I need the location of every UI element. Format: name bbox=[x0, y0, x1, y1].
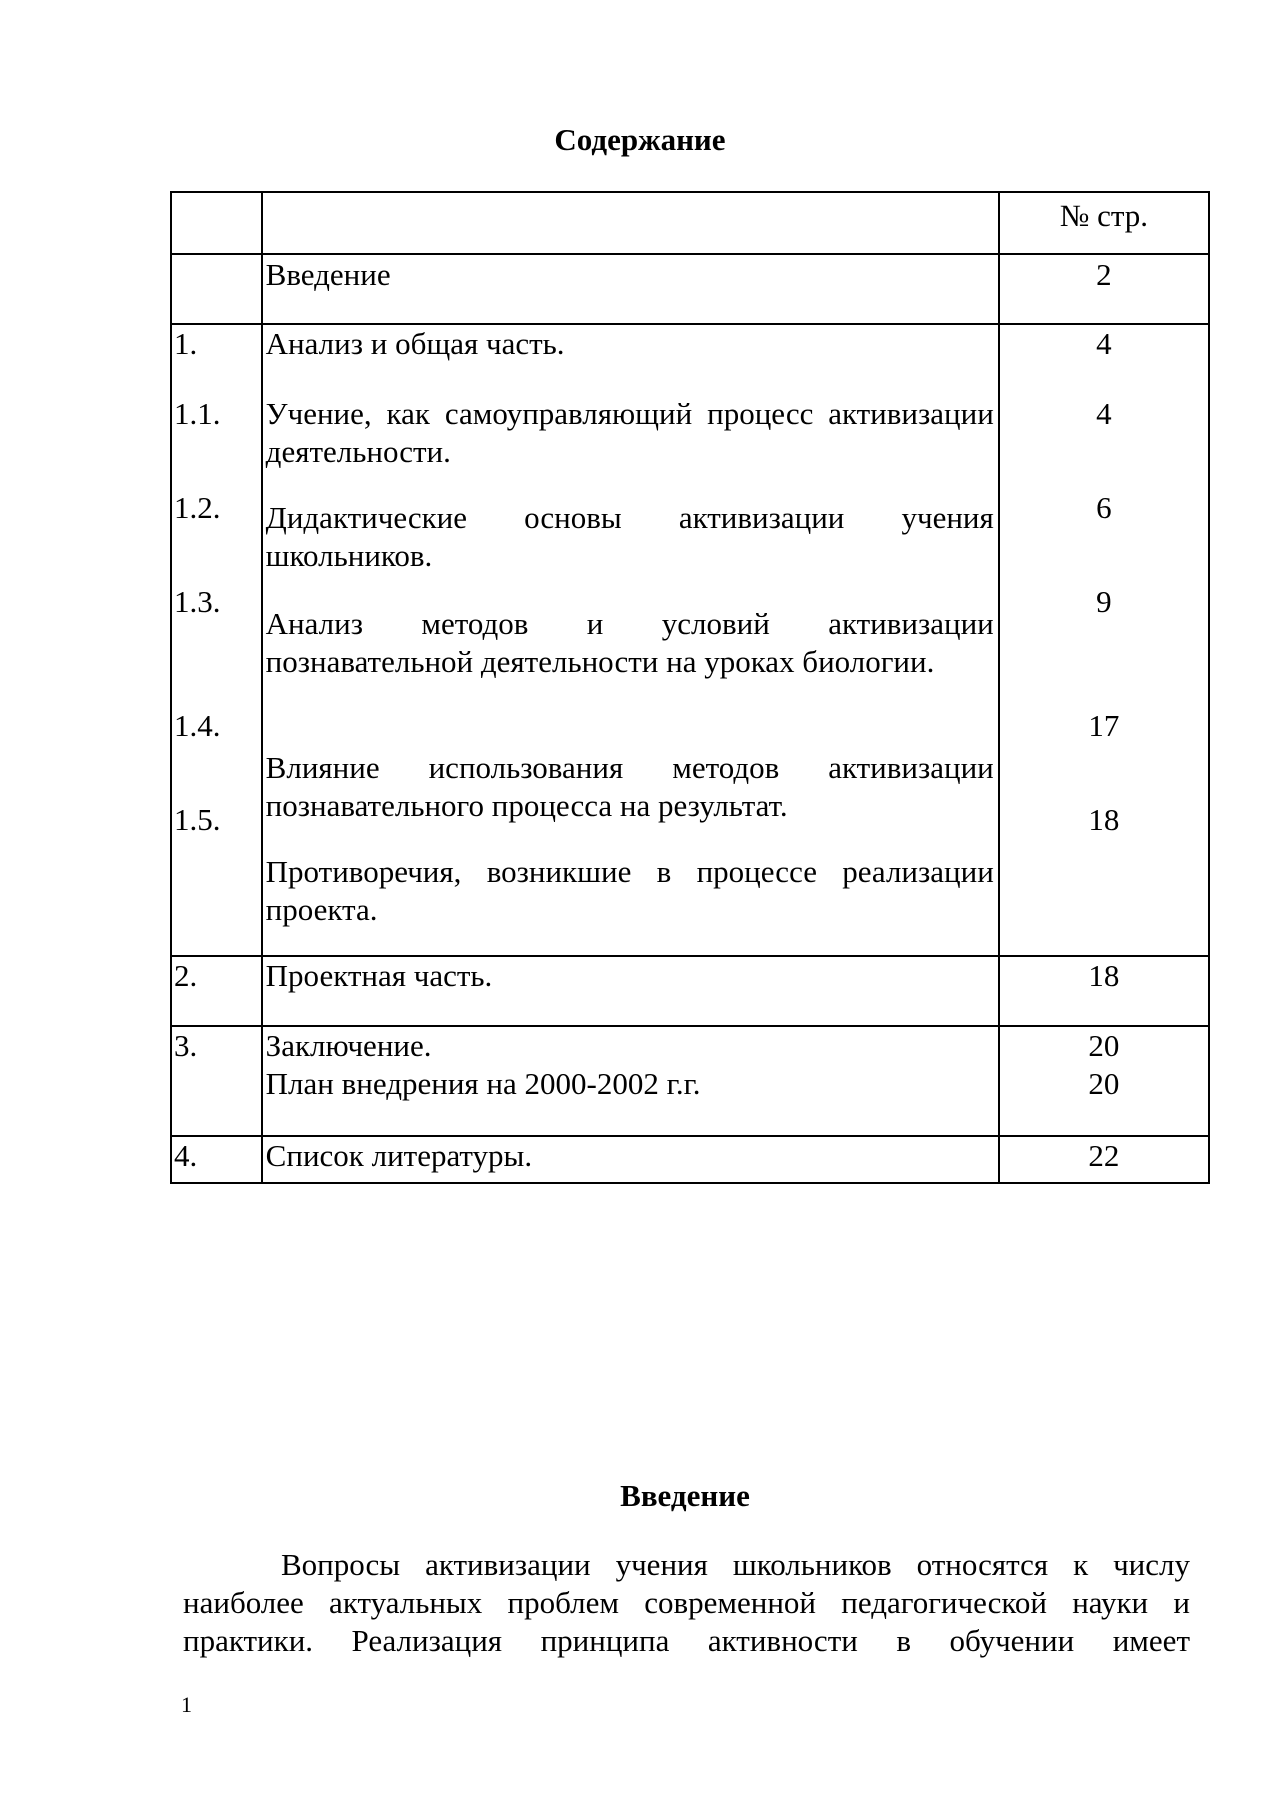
toc-title-cell bbox=[262, 956, 999, 1026]
header-page-cell bbox=[999, 192, 1209, 254]
toc-title-cell bbox=[262, 1136, 999, 1183]
page-column-header: № стр. bbox=[1059, 198, 1149, 233]
toc-page-1-4: 17 bbox=[1088, 708, 1120, 743]
toc-page-4: 22 bbox=[1088, 1138, 1120, 1173]
toc-num-cell bbox=[171, 956, 262, 1026]
toc-title-3-plan: План внедрения на 2000-2002 г.г. bbox=[265, 1066, 701, 1101]
toc-num-cell bbox=[171, 254, 262, 324]
toc-page-introduction: 2 bbox=[1096, 257, 1112, 292]
toc-row-section-1 bbox=[171, 324, 1209, 956]
toc-page-1-5: 18 bbox=[1088, 802, 1120, 837]
toc-num-cell bbox=[171, 324, 262, 956]
toc-page-cell bbox=[999, 1026, 1209, 1136]
toc-num-1: 1. bbox=[174, 326, 198, 361]
toc-page-2: 18 bbox=[1088, 958, 1120, 993]
introduction-heading: Введение bbox=[620, 1478, 750, 1513]
toc-page-1-1: 4 bbox=[1096, 396, 1112, 431]
toc-num-2: 2. bbox=[174, 958, 198, 993]
toc-title-4: Список литературы. bbox=[265, 1138, 533, 1173]
toc-page-cell bbox=[999, 324, 1209, 956]
toc-page-1: 4 bbox=[1096, 326, 1112, 361]
table-of-contents bbox=[170, 191, 1210, 1184]
toc-title-cell bbox=[262, 254, 999, 324]
toc-page-3-plan: 20 bbox=[1088, 1066, 1120, 1101]
toc-page-cell bbox=[999, 1136, 1209, 1183]
toc-title-1-3: Анализ методов и условий активизации познавательной деятельности на уроках биологии. bbox=[265, 606, 994, 679]
toc-num-cell bbox=[171, 1136, 262, 1183]
header-num-cell bbox=[171, 192, 262, 254]
introduction-paragraph: Вопросы активизации учения школьников относятся к числу наиболее актуальных проблем современной педагогической науки и практики. Реализация принципа активности в обучении имеет bbox=[183, 1547, 1190, 1658]
toc-title-1-4: Влияние использования методов активизации познавательного процесса на результат. bbox=[265, 750, 994, 823]
toc-title-1: Анализ и общая часть. bbox=[265, 326, 565, 361]
page-number: 1 bbox=[181, 1692, 192, 1717]
toc-num-1-3: 1.3. bbox=[174, 584, 221, 619]
toc-title-1-5: Противоречия, возникшие в процессе реализации проекта. bbox=[265, 854, 994, 927]
toc-header-row bbox=[171, 192, 1209, 254]
toc-page-cell bbox=[999, 956, 1209, 1026]
toc-title-introduction: Введение bbox=[265, 257, 391, 292]
toc-num-1-1: 1.1. bbox=[174, 396, 221, 431]
toc-row-introduction bbox=[171, 254, 1209, 324]
toc-title-cell bbox=[262, 324, 999, 956]
toc-row-section-2 bbox=[171, 956, 1209, 1026]
toc-num-1-4: 1.4. bbox=[174, 708, 221, 743]
toc-num-1-2: 1.2. bbox=[174, 490, 221, 525]
toc-num-cell bbox=[171, 1026, 262, 1136]
toc-page-1-2: 6 bbox=[1096, 490, 1112, 525]
toc-row-section-3 bbox=[171, 1026, 1209, 1136]
toc-title-2: Проектная часть. bbox=[265, 958, 493, 993]
toc-num-3: 3. bbox=[174, 1028, 198, 1063]
toc-row-section-4 bbox=[171, 1136, 1209, 1183]
toc-page-cell bbox=[999, 254, 1209, 324]
toc-title-1-1: Учение, как самоуправляющий процесс активизации деятельности. bbox=[265, 396, 994, 469]
toc-page-3-conclusion: 20 bbox=[1088, 1028, 1120, 1063]
toc-title-3-conclusion: Заключение. bbox=[265, 1028, 432, 1063]
header-title-cell bbox=[262, 192, 999, 254]
toc-page-1-3: 9 bbox=[1096, 584, 1112, 619]
toc-title-cell bbox=[262, 1026, 999, 1136]
toc-title-1-2: Дидактические основы активизации учения школьников. bbox=[265, 500, 994, 573]
toc-title: Содержание bbox=[554, 122, 726, 157]
toc-num-4: 4. bbox=[174, 1138, 198, 1173]
toc-num-1-5: 1.5. bbox=[174, 802, 221, 837]
